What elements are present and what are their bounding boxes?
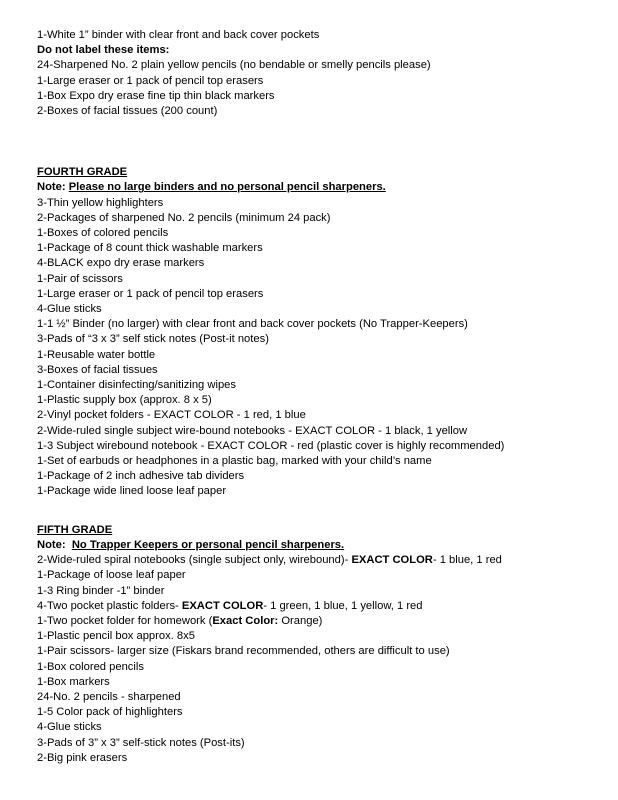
- list-item: 1-5 Color pack of highlighters: [37, 706, 183, 719]
- list-item: 1-Pair of scissors: [37, 272, 123, 285]
- list-item: 1-White 1” binder with clear front and back cover pockets: [37, 29, 320, 41]
- list-item: 24-No. 2 pencils - sharpened: [37, 690, 181, 703]
- fifth-grade-note: [37, 538, 607, 553]
- exact-color-emphasis: Exact Color:: [212, 614, 279, 627]
- list-item: 3-Pads of “3 x 3” self stick notes (Post-it notes): [37, 333, 269, 346]
- list-item: 1-Box Expo dry erase fine tip thin black markers: [37, 89, 275, 102]
- item-text: - 1 green, 1 blue, 1 yellow, 1 red: [263, 599, 423, 612]
- document-page: [37, 28, 607, 766]
- list-item: 1-Box markers: [37, 675, 110, 688]
- list-item: [37, 614, 607, 629]
- list-item: 1-3 Ring binder -1” binder: [37, 584, 165, 597]
- fourth-grade-section: [37, 165, 607, 499]
- exact-color-emphasis: EXACT COLOR: [351, 554, 433, 567]
- item-text: 4-Two pocket plastic folders-: [37, 599, 182, 612]
- fourth-grade-heading: FOURTH GRADE: [37, 166, 128, 179]
- list-item: 1-Plastic supply box (approx. 8 x 5): [37, 394, 212, 407]
- intro-section: [37, 28, 607, 119]
- note-label: Note:: [37, 181, 69, 194]
- list-item: 24-Sharpened No. 2 plain yellow pencils (no bendable or smelly pencils please): [37, 59, 431, 72]
- note-text: No Trapper Keepers or personal pencil sharpeners.: [71, 538, 345, 551]
- list-item: 1-Reusable water bottle: [37, 348, 156, 361]
- list-item: 1-1 ½” Binder (no larger) with clear front and back cover pockets (No Trapper-Keepers): [37, 318, 468, 331]
- note-label: Note:: [37, 538, 72, 551]
- list-item: 2-Boxes of facial tissues (200 count): [37, 105, 218, 118]
- list-item: 3-Pads of 3” x 3” self-stick notes (Post-its): [37, 736, 245, 749]
- list-item: 1-Large eraser or 1 pack of pencil top erasers: [37, 287, 264, 300]
- item-text: - 1 blue, 1 red: [432, 554, 502, 567]
- list-item: 1-Set of earbuds or headphones in a plastic bag, marked with your child’s name: [37, 455, 432, 468]
- item-text: Orange): [278, 614, 323, 627]
- list-item: 1-Package of loose leaf paper: [37, 569, 186, 582]
- list-item: 1-Box colored pencils: [37, 660, 144, 673]
- list-item: 4-BLACK expo dry erase markers: [37, 257, 205, 270]
- list-item: 1-Boxes of colored pencils: [37, 227, 169, 240]
- list-item: 2-Vinyl pocket folders - EXACT COLOR - 1 red, 1 blue: [37, 409, 306, 422]
- list-item: 2-Big pink erasers: [37, 751, 128, 764]
- list-item: 3-Boxes of facial tissues: [37, 363, 158, 376]
- fourth-grade-note: [37, 180, 607, 195]
- list-item: 3-Thin yellow highlighters: [37, 196, 164, 209]
- list-item: [37, 599, 607, 614]
- list-item: 2-Packages of sharpened No. 2 pencils (minimum 24 pack): [37, 211, 331, 224]
- list-item: 1-Package of 8 count thick washable markers: [37, 242, 263, 255]
- list-item: 1-Package wide lined loose leaf paper: [37, 485, 227, 498]
- list-item: 2-Wide-ruled single subject wire-bound notebooks - EXACT COLOR - 1 black, 1 yellow: [37, 424, 468, 437]
- list-item: 1-Package of 2 inch adhesive tab dividers: [37, 470, 245, 483]
- list-item: 1-Pair scissors- larger size (Fiskars brand recommended, others are difficult to use): [37, 645, 450, 658]
- list-item: 1-Large eraser or 1 pack of pencil top erasers: [37, 74, 264, 87]
- list-item: 4-Glue sticks: [37, 303, 102, 316]
- item-text: 2-Wide-ruled spiral notebooks (single subject only, wirebound)-: [37, 554, 352, 567]
- fifth-grade-heading: FIFTH GRADE: [37, 523, 113, 536]
- list-item: 4-Glue sticks: [37, 721, 102, 734]
- fifth-grade-section: [37, 523, 607, 766]
- list-item: 1-Plastic pencil box approx. 8x5: [37, 630, 195, 643]
- do-not-label-heading: Do not label these items:: [37, 44, 170, 57]
- list-item: 1-3 Subject wirebound notebook - EXACT COLOR - red (plastic cover is highly recommended): [37, 439, 505, 452]
- note-text: Please no large binders and no personal pencil sharpeners.: [68, 181, 386, 194]
- item-text: 1-Two pocket folder for homework (: [37, 614, 213, 627]
- exact-color-emphasis: EXACT COLOR: [181, 599, 264, 612]
- list-item: [37, 553, 607, 568]
- list-item: 1-Container disinfecting/sanitizing wipes: [37, 379, 236, 392]
